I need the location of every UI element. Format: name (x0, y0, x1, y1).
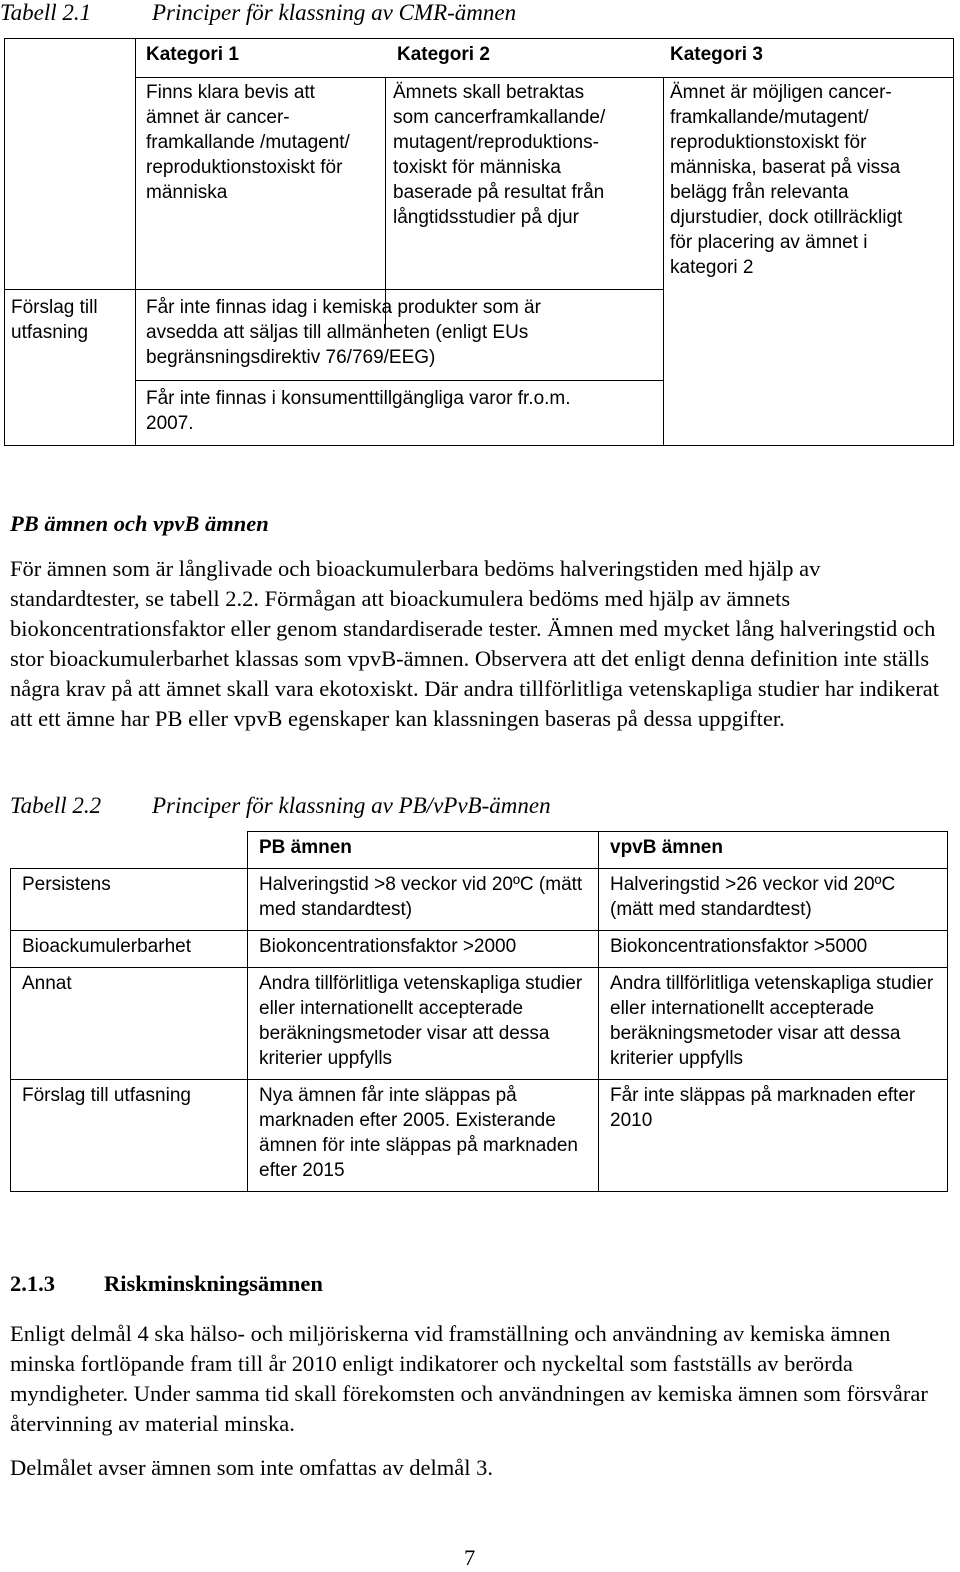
table1-caption-title: Principer för klassning av CMR-ämnen (152, 0, 517, 25)
cell-vpvb: Halveringstid >26 veckor vid 20ºC (mätt med standardtest) (599, 869, 948, 931)
rule-konsumentvaror: Får inte finnas i konsumenttillgängliga varor fr.o.m. 2007. (146, 388, 571, 434)
header-empty (11, 832, 248, 869)
row-label: Persistens (11, 869, 248, 931)
cell-vpvb: Biokoncentrationsfaktor >5000 (599, 931, 948, 968)
table2-caption-title: Principer för klassning av PB/vPvB-ämnen (152, 793, 551, 818)
header-pb: PB ämnen (248, 832, 599, 869)
header-kategori-2: Kategori 2 (397, 44, 490, 65)
section-number: 2.1.3 (10, 1271, 55, 1296)
page-number: 7 (464, 1545, 476, 1570)
kat2-description: Ämnets skall betraktas som cancerframkallande/ mutagent/reproduktions- toxiskt för människa baserade på resultat från långtidsstudier på djur (393, 82, 606, 228)
cell-pb: Halveringstid >8 veckor vid 20ºC (mätt med standardtest) (248, 869, 599, 931)
table-row (11, 1080, 948, 1192)
row-label: Förslag till utfasning (11, 1080, 248, 1192)
section-title: Riskminskningsämnen (104, 1271, 323, 1296)
table1 (4, 38, 954, 446)
table-row (11, 869, 948, 931)
table2-caption-number: Tabell 2.2 (10, 793, 102, 818)
header-vpvb: vpvB ämnen (599, 832, 948, 869)
cell-vpvb: Får inte släppas på marknaden efter 2010 (599, 1080, 948, 1192)
row-label: Bioackumulerbarhet (11, 931, 248, 968)
table-header-row (11, 832, 948, 869)
table1-caption-number: Tabell 2.1 (0, 0, 92, 25)
cell-pb: Andra tillförlitliga vetenskapliga studier eller internationellt accepterade beräkningsmetoder visar att dessa kriterier uppfylls (248, 968, 599, 1080)
paragraph-delmal: Delmålet avser ämnen som inte omfattas av delmål 3. (10, 1455, 493, 1480)
table2 (10, 831, 948, 1192)
row-label-utfasning: Förslag till utfasning (11, 297, 98, 343)
paragraph-riskminskning: Enligt delmål 4 ska hälso- och miljöriskerna vid framställning och användning av kemiska ämnen minska fortlöpande fram till år 2010 enligt indikatorer och nyckeltal som fastställs av berörda myndigheter. Under samma tid skall förekomsten och användningen av kemiska ämnen som försvårar återvinning av material minska. (10, 1321, 928, 1436)
paragraph-pb: För ämnen som är långlivade och bioackumulerbara bedöms halveringstiden med hjälp av standardtester, se tabell 2.2. Förmågan att bioackumulera bedöms med hjälp av ämnets biokoncentrationsfaktor eller genom standardiserade tester. Ämnen med mycket lång halveringstid och stor bioackumulerbarhet klassas som vpvB-ämnen. Observera att det enligt denna definition inte ställs några krav på att ämnet skall vara ekotoxiskt. Där andra tillförlitliga vetenskapliga studier har indikerat att ett ämne har PB eller vpvB egenskaper kan klassningen baseras på dessa uppgifter. (10, 556, 940, 731)
cell-pb: Biokoncentrationsfaktor >2000 (248, 931, 599, 968)
header-kategori-3: Kategori 3 (670, 44, 763, 65)
kat1-description: Finns klara bevis att ämnet är cancer- framkallande /mutagent/ reproduktionstoxiskt för människa (146, 82, 350, 203)
header-kategori-1: Kategori 1 (146, 44, 239, 65)
cell-pb: Nya ämnen får inte släppas på marknaden efter 2005. Existerande ämnen för inte släppas på marknaden efter 2015 (248, 1080, 599, 1192)
cell-vpvb: Andra tillförlitliga vetenskapliga studier eller internationellt accepterade beräkningsmetoder visar att dessa kriterier uppfylls (599, 968, 948, 1080)
table-row (11, 931, 948, 968)
row-label: Annat (11, 968, 248, 1080)
kat3-description: Ämnet är möjligen cancer- framkallande/mutagent/ reproduktionstoxiskt för människa, baserat på vissa belägg från relevanta djurstudier, dock otillräckligt för placering av ämnet i kategori 2 (670, 82, 903, 278)
rule-allmanheten: Får inte finnas idag i kemiska produkter som är avsedda att säljas till allmänheten (enligt EUs begränsningsdirektiv 76/769/EEG) (146, 297, 541, 368)
section-heading-pb: PB ämnen och vpvB ämnen (10, 511, 269, 536)
table-row (11, 968, 948, 1080)
